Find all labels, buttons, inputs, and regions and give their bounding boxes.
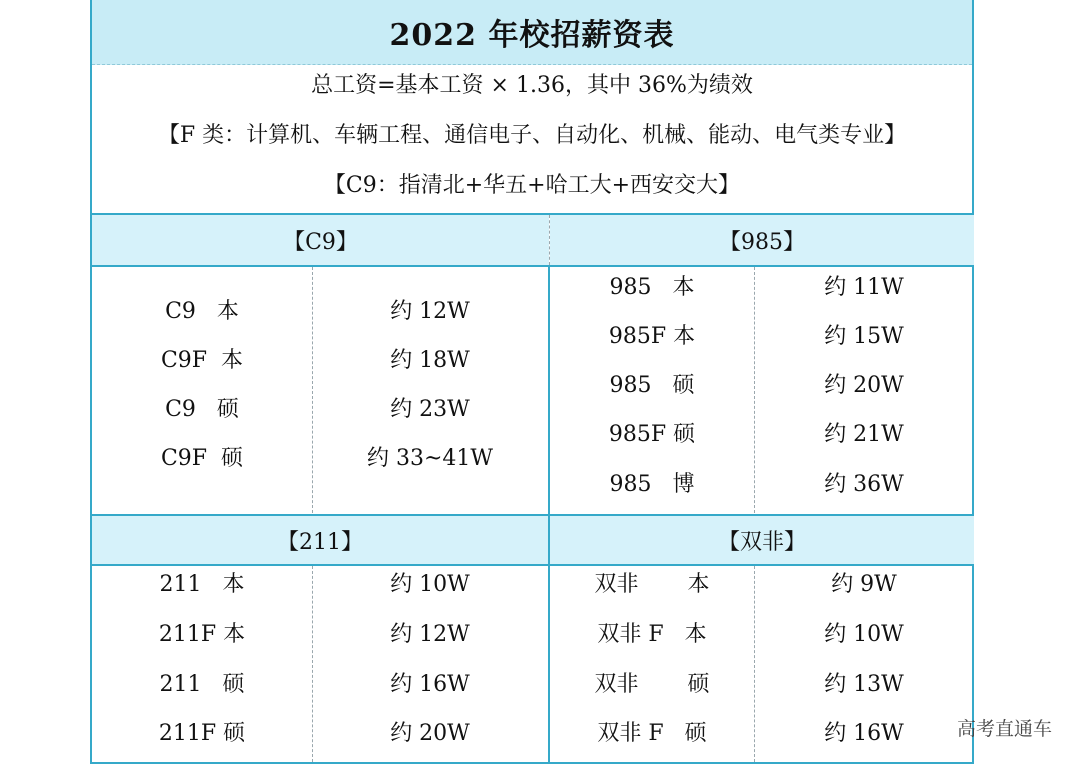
211-row-value: 约 12W <box>390 622 470 647</box>
c9-row-value: 约 12W <box>390 299 470 324</box>
985-row-label: 985 硕 <box>609 373 695 398</box>
211-row-label: 211F 本 <box>158 622 246 647</box>
section-divider <box>548 265 550 515</box>
211-row-label: 211 硕 <box>159 672 245 697</box>
section-header-label: 【双非】 <box>717 529 806 555</box>
shuangfei-row-value: 约 10W <box>824 622 904 647</box>
section-header-985 <box>550 215 974 265</box>
c9-row-value: 约 23W <box>390 397 470 422</box>
985-row-value: 约 21W <box>824 422 904 447</box>
section-header-shuangfei <box>550 516 974 564</box>
section-divider <box>548 516 550 764</box>
section-header-label: 【211】 <box>277 529 363 555</box>
211-row-value: 约 10W <box>390 572 470 597</box>
211-row-label: 211 本 <box>159 572 245 597</box>
c9-row-label: C9F 本 <box>160 348 244 373</box>
c9-row-value: 约 33~41W <box>366 446 494 471</box>
c9-row-label: C9 本 <box>165 299 239 324</box>
985-row-value: 约 15W <box>824 324 904 349</box>
title-band <box>92 0 972 65</box>
notes-block <box>92 64 972 214</box>
divider <box>92 265 972 267</box>
211-row-value: 约 20W <box>390 721 470 746</box>
985-row-label: 985 博 <box>609 472 695 497</box>
211-row-label: 211F 硕 <box>158 721 246 746</box>
column-divider <box>312 566 313 762</box>
shuangfei-row-label: 双非 F 本 <box>597 622 707 647</box>
985-row-label: 985 本 <box>609 275 695 300</box>
watermark: 高考直通车 <box>956 718 1052 740</box>
211-row-value: 约 16W <box>390 672 470 697</box>
shuangfei-row-value: 约 16W <box>824 721 904 746</box>
985-row-value: 约 36W <box>824 472 904 497</box>
column-divider <box>754 566 755 762</box>
shuangfei-row-label: 双非 本 <box>594 572 710 597</box>
section-header-label: 【C9】 <box>283 229 358 255</box>
shuangfei-row-value: 约 13W <box>824 672 904 697</box>
shuangfei-row-label: 双非 硕 <box>594 672 710 697</box>
c9-row-value: 约 18W <box>390 348 470 373</box>
divider <box>92 564 972 566</box>
985-row-label: 985F 本 <box>608 324 696 349</box>
985-row-value: 约 11W <box>824 275 904 300</box>
985-row-label: 985F 硕 <box>608 422 696 447</box>
note-c9-definition: 【C9：指清北+华五+哈工大+西安交大】 <box>323 173 741 198</box>
note-formula: 总工资=基本工资 × 1.36，其中 36%为绩效 <box>311 73 753 98</box>
note-f-category: 【F 类：计算机、车辆工程、通信电子、自动化、机械、能动、电气类专业】 <box>157 123 907 148</box>
salary-table <box>90 0 974 764</box>
section-header-label: 【985】 <box>719 229 805 255</box>
985-row-value: 约 20W <box>824 373 904 398</box>
c9-row-label: C9F 硕 <box>160 446 244 471</box>
page-title: 2022 年校招薪资表 <box>389 18 675 53</box>
shuangfei-row-value: 约 9W <box>831 572 897 597</box>
section-header-c9 <box>92 215 549 265</box>
shuangfei-row-label: 双非 F 硕 <box>597 721 707 746</box>
section-header-211 <box>92 516 548 564</box>
c9-row-label: C9 硕 <box>165 397 239 422</box>
column-divider <box>754 267 755 513</box>
column-divider <box>312 267 313 513</box>
